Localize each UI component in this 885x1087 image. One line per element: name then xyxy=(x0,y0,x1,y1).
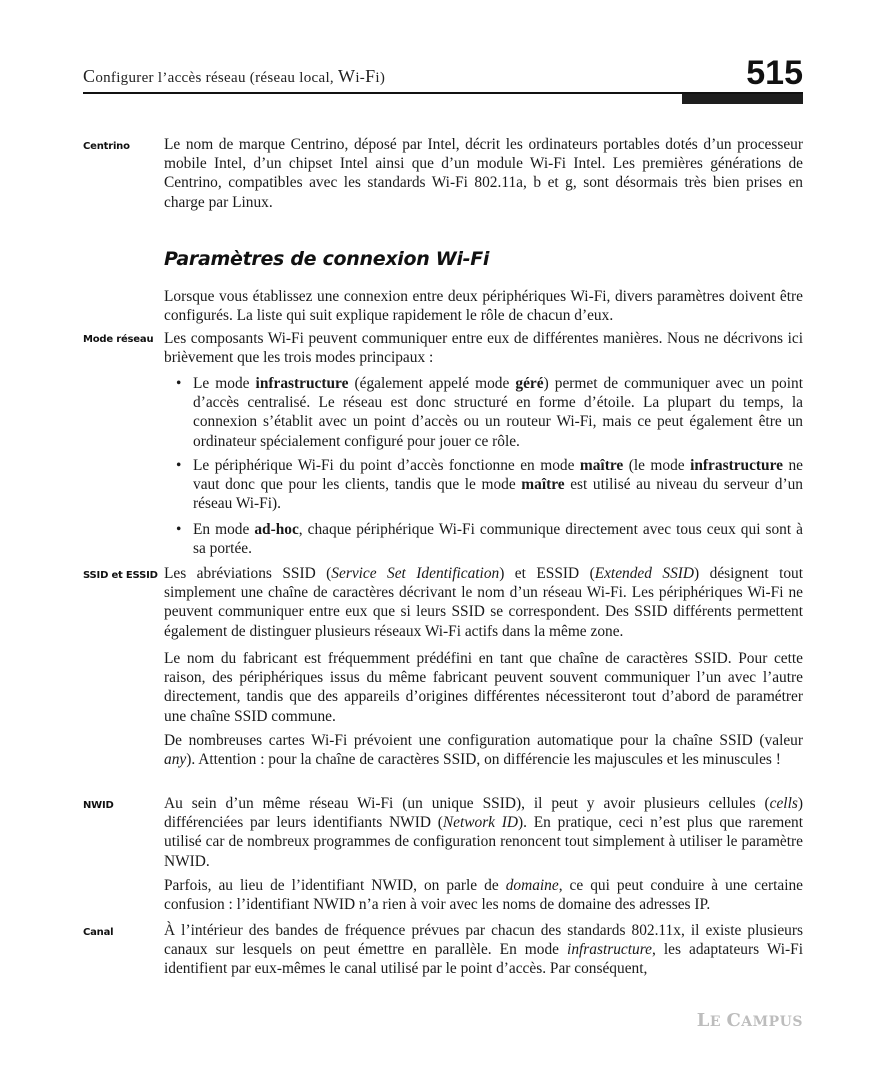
list-item-bold: infrastructure xyxy=(690,457,783,474)
logo-letter: E xyxy=(709,1014,727,1030)
text-run: Parfois, au lieu de l’identifiant NWID, on parle de xyxy=(164,877,506,894)
header-title-part: C xyxy=(83,66,96,86)
margin-label-centrino: Centrino xyxy=(83,141,130,152)
list-item-text: est utilisé au niveau du serveur d’un réseau Wi-Fi). xyxy=(193,476,803,513)
header-title-part: i) xyxy=(375,70,386,86)
list-item-bold: ad-hoc xyxy=(254,521,299,538)
list-item-text: En mode xyxy=(193,521,255,538)
text-run: , les adaptateurs Wi-Fi identifient par eux-mêmes le canal utilisé par le point d’accès. Par conséquent, xyxy=(164,941,803,978)
list-item-bold: infrastructure xyxy=(255,375,349,392)
italic-run: Network ID xyxy=(442,814,519,832)
text-run: Les abréviations SSID ( xyxy=(164,565,332,582)
header-title-part: onfigurer l’accès réseau (réseau local, xyxy=(95,70,339,86)
logo-letter: C xyxy=(726,1010,742,1031)
text-run: ) et ESSID ( xyxy=(499,565,595,582)
text-run: De nombreuses cartes Wi-Fi prévoient une configuration automatique pour la chaîne SSID (valeur xyxy=(164,732,803,749)
paragraph-intro: Lorsque vous établissez une connexion entre deux périphériques Wi-Fi, divers paramètres doivent être configurés. La liste qui suit explique rapidement le rôle de chacun d’eux. xyxy=(164,288,803,325)
paragraph-ssid-1 xyxy=(164,564,803,641)
list-item-text: ne vaut donc que pour les clients, tandis que le mode xyxy=(193,457,804,494)
list-item xyxy=(176,520,803,558)
italic-run: cells xyxy=(769,795,798,812)
bullet-dot: • xyxy=(176,375,182,392)
list-item-text: Le mode xyxy=(193,375,256,392)
paragraph-canal xyxy=(164,921,803,979)
margin-label-canal: Canal xyxy=(83,927,114,938)
text-run: ). En pratique, ceci n’est plus que rarement utilisé car de nombreux programmes de configuration renoncent tout simplement à utiliser le paramètre NWID. xyxy=(164,814,804,870)
section-heading: Paramètres de connexion Wi-Fi xyxy=(164,248,490,270)
list-item xyxy=(176,456,803,514)
list-item-bold: géré xyxy=(515,375,544,392)
header-bar xyxy=(682,94,803,104)
running-header xyxy=(83,66,385,87)
bullet-dot: • xyxy=(176,521,182,538)
paragraph-nwid-1 xyxy=(164,794,803,871)
italic-run: infrastructure xyxy=(567,941,652,959)
list-item-text: (le mode xyxy=(623,457,691,474)
text-run: ) différenciées par leurs identifiants NWID ( xyxy=(164,795,803,832)
list-item-text: ) permet de communiquer avec un point d’accès centralisé. Le réseau est donc structuré en forme d’étoile. La plupart du temps, la connexion s’établit avec un point d’accès ou un routeur Wi-Fi, mais ce peut également être un ordinateur spécialement configuré pour jouer ce rôle. xyxy=(193,375,804,450)
text-run: ) désignent tout simplement une chaîne de caractères décrivant le nom d’un réseau Wi-Fi. Les périphériques Wi-Fi ne peuvent communiquer entre eux que si leurs SSID se correspondent. Des SSID différents permettent également de distinguer plusieurs réseaux Wi-Fi actifs dans la même zone. xyxy=(164,565,804,640)
list-item-bold: maître xyxy=(579,457,624,474)
paragraph-nwid-2 xyxy=(164,876,803,914)
paragraph-mode-reseau: Les composants Wi-Fi peuvent communiquer entre eux de différentes manières. Nous ne décrivons ici brièvement que les trois modes principaux : xyxy=(164,330,803,367)
header-title-part: i- xyxy=(355,70,366,86)
italic-run: Extended SSID xyxy=(594,565,695,582)
italic-run: domaine xyxy=(505,877,559,894)
paragraph-centrino: Le nom de marque Centrino, déposé par Intel, décrit les ordinateurs portables dotés d’un processeur mobile Intel, d’un chipset Intel ainsi que d’un module Wi-Fi Intel. Les premières générations de Centrino, compatibles avec les standards Wi-Fi 802.11a, b et g, sont désormais très bien prises en charge par Linux. xyxy=(164,136,803,211)
list-item-text: Le périphérique Wi-Fi du point d’accès fonctionne en mode xyxy=(193,457,580,474)
logo-letter: AMPUS xyxy=(741,1014,803,1030)
header-title-part: F xyxy=(365,66,376,86)
header-title-part: W xyxy=(338,66,356,86)
text-run: Au sein d’un même réseau Wi-Fi (un unique SSID), il peut y avoir plusieurs cellules ( xyxy=(164,795,770,812)
page-number: 515 xyxy=(746,54,803,92)
paragraph-ssid-2: Le nom du fabricant est fréquemment prédéfini en tant que chaîne de caractères SSID. Pour cette raison, des périphériques issus du même fabricant peuvent souvent communiquer l’un avec l’autre directement, tandis que des appareils d’origines différentes nécessiteront tout d’abord de paramétrer une chaîne SSID commune. xyxy=(164,650,803,725)
bullet-dot: • xyxy=(176,457,182,474)
italic-run: any xyxy=(164,751,187,769)
publisher-logo xyxy=(697,1010,803,1031)
list-item-bold: maître xyxy=(521,476,565,494)
margin-label-ssid: SSID et ESSID xyxy=(83,570,158,581)
text-run: À l’intérieur des bandes de fréquence prévues par chacun des standards 802.11x, il existe plusieurs canaux sur lesquels on peut émettre en parallèle. En mode xyxy=(164,922,803,959)
list-item-text: (également appelé mode xyxy=(348,375,516,392)
paragraph-ssid-3 xyxy=(164,731,803,769)
margin-label-mode-reseau: Mode réseau xyxy=(83,334,154,345)
text-run: , ce qui peut conduire à une certaine confusion : l’identifiant NWID n’a rien à voir avec les noms de domaine des adresses IP. xyxy=(164,877,803,914)
text-run: ). Attention : pour la chaîne de caractères SSID, on différencie les majuscules et les minuscules ! xyxy=(186,751,781,769)
list-item xyxy=(176,374,803,451)
margin-label-nwid: NWID xyxy=(83,800,114,811)
italic-run: Service Set Identification xyxy=(331,565,500,582)
logo-letter: L xyxy=(696,1010,710,1031)
list-item-text: , chaque périphérique Wi-Fi communique directement avec tous ceux qui sont à sa portée. xyxy=(193,521,803,558)
